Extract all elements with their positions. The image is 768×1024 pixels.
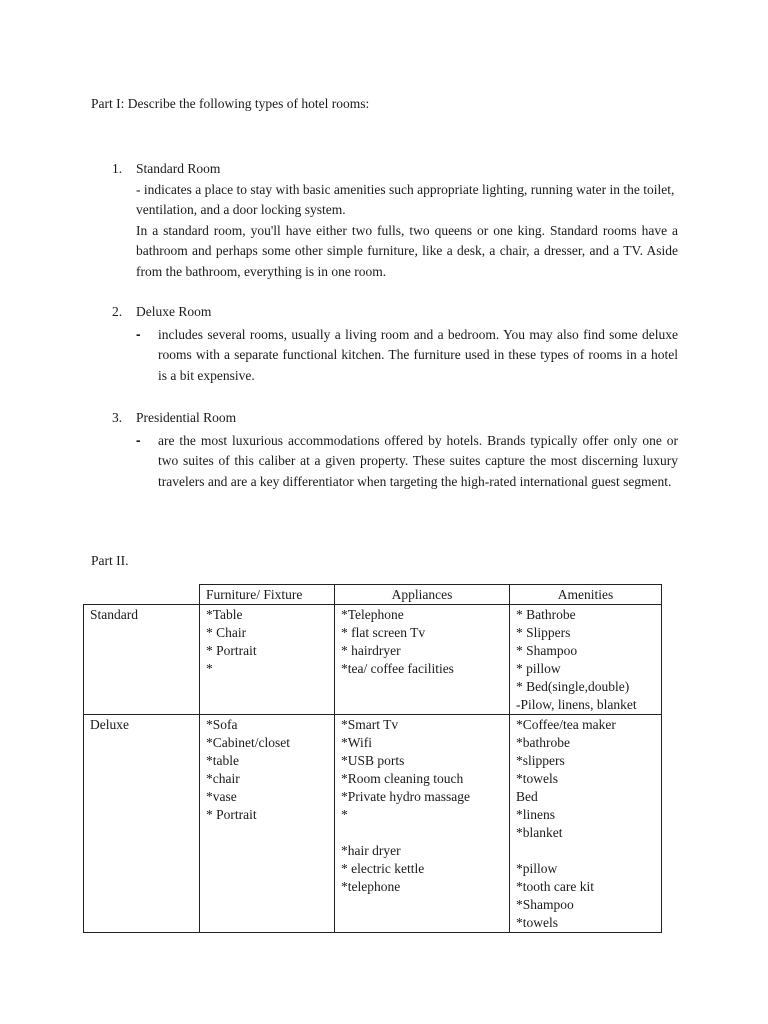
row-label: Standard <box>84 605 200 715</box>
cell-line: *tooth care kit <box>516 879 594 894</box>
cell-line: *tea/ coffee facilities <box>341 661 454 676</box>
cell-line: *Sofa <box>206 717 238 732</box>
item-number: 1. <box>112 161 123 176</box>
cell-line: *vase <box>206 789 237 804</box>
table-row <box>84 605 662 715</box>
cell-furniture <box>200 715 335 933</box>
cell-line: *blanket <box>516 825 563 840</box>
cell-line: *Private hydro massage <box>341 789 470 804</box>
cell-line: *Wifi <box>341 735 372 750</box>
cell-line: *telephone <box>341 879 401 894</box>
cell-appliances <box>335 605 510 715</box>
cell-line: *slippers <box>516 753 565 768</box>
item-presidential-room <box>112 408 678 492</box>
cell-line: *Cabinet/closet <box>206 735 290 750</box>
cell-line: *pillow <box>516 861 558 876</box>
cell-line: *Shampoo <box>516 897 574 912</box>
cell-line: *Table <box>206 607 243 622</box>
table-row <box>84 715 662 933</box>
bullet-dash: - <box>136 432 141 448</box>
cell-line: * flat screen Tv <box>341 625 426 640</box>
cell-line <box>516 842 655 860</box>
cell-line: * <box>206 661 213 676</box>
row-label: Deluxe <box>84 715 200 933</box>
item-number: 3. <box>112 410 123 425</box>
table-corner-cell <box>84 585 200 605</box>
item-number: 2. <box>112 304 123 319</box>
item-title: Presidential Room <box>136 410 237 425</box>
cell-line: *chair <box>206 771 240 786</box>
cell-line: Bed <box>516 789 538 804</box>
header-amenities: Amenities <box>510 585 662 605</box>
cell-appliances <box>335 715 510 933</box>
item-standard-room <box>112 159 678 282</box>
cell-line: * Shampoo <box>516 643 578 658</box>
cell-line: * Portrait <box>206 643 257 658</box>
cell-line: * electric kettle <box>341 861 425 876</box>
cell-line: * pillow <box>516 661 561 676</box>
cell-line: * Chair <box>206 625 247 640</box>
item-deluxe-room <box>112 302 678 386</box>
amenities-table <box>83 584 662 933</box>
cell-line: *towels <box>516 771 558 786</box>
item-paragraph: In a standard room, you'll have either two fulls, two queens or one king. Standard rooms have a bathroom and perhaps some other simple furniture, like a desk, a chair, a dresser, and a TV. Aside from the bathroom, everything is in one room. <box>136 222 678 279</box>
cell-line: * Portrait <box>206 807 257 822</box>
cell-amenities <box>510 605 662 715</box>
part2-heading: Part II. <box>91 553 129 568</box>
cell-line: -Pilow, linens, blanket <box>516 697 637 712</box>
cell-amenities <box>510 715 662 933</box>
cell-line: *table <box>206 753 239 768</box>
cell-line: * hairdryer <box>341 643 401 658</box>
cell-line: *Smart Tv <box>341 717 399 732</box>
item-text: includes several rooms, usually a living room and a bedroom. You may also find some deluxe rooms with a separate functional kitchen. The furniture used in these types of rooms in a hotel is a bit expensive. <box>158 326 678 383</box>
item-text: are the most luxurious accommodations offered by hotels. Brands typically offer only one or two suites of this caliber at a given property. These suites capture the most discerning luxury travelers and are a key differentiator when targeting the high-rated international guest segment. <box>158 432 678 489</box>
cell-line: * Slippers <box>516 625 571 640</box>
cell-line: * Bathrobe <box>516 607 576 622</box>
cell-line: *USB ports <box>341 753 405 768</box>
header-appliances: Appliances <box>335 585 510 605</box>
item-paragraph: - indicates a place to stay with basic amenities such appropriate lighting, running water in the toilet, ventilation, and a door locking system. <box>136 181 675 217</box>
cell-line: *Coffee/tea maker <box>516 717 616 732</box>
part1-heading: Part I: Describe the following types of hotel rooms: <box>91 96 370 111</box>
cell-line: *Room cleaning touch <box>341 771 464 786</box>
table-header-row <box>84 585 662 605</box>
cell-line: *Telephone <box>341 607 404 622</box>
cell-line: *bathrobe <box>516 735 570 750</box>
cell-furniture <box>200 605 335 715</box>
cell-line: *hair dryer <box>341 843 401 858</box>
cell-line: * Bed(single,double) <box>516 679 630 694</box>
item-title: Standard Room <box>136 161 221 176</box>
bullet-dash: - <box>136 326 141 342</box>
item-title: Deluxe Room <box>136 304 212 319</box>
cell-line: *linens <box>516 807 555 822</box>
cell-line <box>341 824 503 842</box>
cell-line: *towels <box>516 915 558 930</box>
cell-line: * <box>341 807 348 822</box>
header-furniture: Furniture/ Fixture <box>200 585 335 605</box>
